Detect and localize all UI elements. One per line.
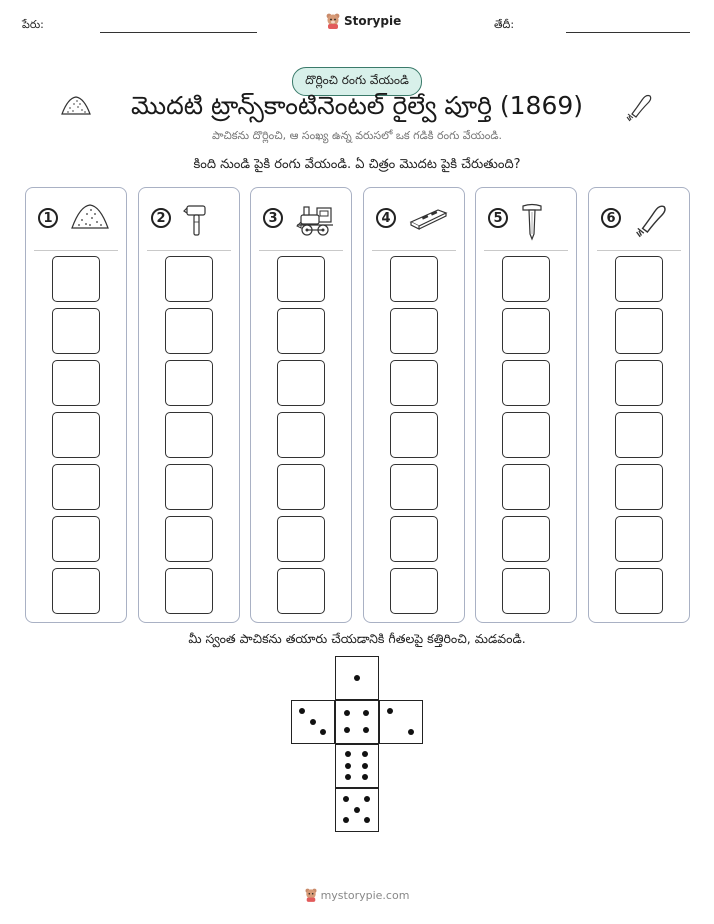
color-cell[interactable] [165, 412, 213, 458]
column-divider [597, 250, 681, 251]
instruction-wrap [0, 157, 714, 175]
die-face-4 [335, 700, 379, 744]
die-pip [362, 763, 368, 769]
date-line[interactable] [566, 32, 690, 33]
die-face-2 [379, 700, 423, 744]
hammer-icon [183, 202, 211, 242]
column-divider [372, 250, 456, 251]
color-cell[interactable] [390, 568, 438, 614]
color-cell[interactable] [615, 308, 663, 354]
page-title: మొదటి ట్రాన్స్‌కాంటినెంటల్ రైల్వే పూర్తి (1869) [130, 91, 584, 120]
die-pip [343, 817, 349, 823]
date-label: తేదీ: [494, 18, 515, 31]
column-4 [363, 187, 465, 623]
column-header [251, 188, 351, 250]
color-cell[interactable] [165, 308, 213, 354]
die-pip [343, 796, 349, 802]
color-cell[interactable] [52, 568, 100, 614]
column-divider [147, 250, 231, 251]
column-number: 6 [601, 208, 621, 228]
die-instruction-wrap [0, 631, 714, 650]
color-cell[interactable] [165, 568, 213, 614]
die-pip [299, 708, 305, 714]
color-cell[interactable] [502, 412, 550, 458]
color-cell[interactable] [277, 412, 325, 458]
die-pip [344, 710, 350, 716]
column-5 [475, 187, 577, 623]
die-pip [345, 763, 351, 769]
color-cell[interactable] [52, 464, 100, 510]
die-pip [408, 729, 414, 735]
color-cell[interactable] [615, 256, 663, 302]
instruction-text: కింది నుండి పైకి రంగు వేయండి. ఏ చిత్రం మొదట పైకి చేరుతుంది? [193, 157, 521, 172]
column-2 [138, 187, 240, 623]
color-cell[interactable] [165, 516, 213, 562]
color-cell[interactable] [615, 568, 663, 614]
name-line[interactable] [100, 32, 257, 33]
die-pip [362, 774, 368, 780]
die-face-1 [335, 656, 379, 700]
column-header [589, 188, 689, 250]
work-glove-icon [624, 92, 654, 122]
color-cell[interactable] [502, 308, 550, 354]
die-instruction: మీ స్వంత పాచికను తయారు చేయడానికి గీతలపై కత్తిరించి, మడవండి. [188, 631, 526, 646]
color-cell[interactable] [165, 464, 213, 510]
die-face-6 [335, 744, 379, 788]
bear-mascot-icon [305, 888, 317, 902]
subtitle-wrap [0, 129, 714, 145]
title-wrap [0, 91, 714, 127]
die-pip [354, 807, 360, 813]
column-header [26, 188, 126, 250]
color-cell[interactable] [615, 412, 663, 458]
work-glove-icon [633, 202, 669, 242]
brand-logo [326, 13, 401, 29]
color-cell[interactable] [502, 360, 550, 406]
page-subtitle: పాచికను దొర్లించి, ఆ సంఖ్య ఉన్న వరుసలో ఒక గడికి రంగు వేయండి. [212, 129, 502, 142]
color-cell[interactable] [277, 360, 325, 406]
color-cell[interactable] [165, 256, 213, 302]
column-number: 1 [38, 208, 58, 228]
bear-mascot-icon [326, 13, 340, 29]
color-cell[interactable] [277, 256, 325, 302]
color-cell[interactable] [502, 516, 550, 562]
color-cell[interactable] [390, 464, 438, 510]
steam-locomotive-icon [295, 202, 335, 242]
die-pip [364, 817, 370, 823]
die-pip [363, 710, 369, 716]
die-pip [363, 727, 369, 733]
color-cell[interactable] [502, 464, 550, 510]
die-face-3 [291, 700, 335, 744]
name-label: పేరు: [22, 18, 44, 31]
die-pip [362, 751, 368, 757]
color-cell[interactable] [277, 568, 325, 614]
die-pip [320, 729, 326, 735]
brand-name: Storypie [344, 14, 402, 28]
column-number: 3 [263, 208, 283, 228]
color-cell[interactable] [52, 308, 100, 354]
die-pip [310, 719, 316, 725]
color-cell[interactable] [277, 516, 325, 562]
color-cell[interactable] [277, 308, 325, 354]
column-header [476, 188, 576, 250]
die-pip [345, 751, 351, 757]
column-number: 5 [488, 208, 508, 228]
gravel-pile-icon [70, 202, 110, 236]
color-cell[interactable] [615, 360, 663, 406]
color-cell[interactable] [52, 360, 100, 406]
color-cell[interactable] [390, 360, 438, 406]
color-cell[interactable] [390, 412, 438, 458]
railroad-spike-icon [520, 202, 544, 246]
column-divider [484, 250, 568, 251]
color-cell[interactable] [277, 464, 325, 510]
die-pip [345, 774, 351, 780]
color-cell[interactable] [52, 256, 100, 302]
column-divider [34, 250, 118, 251]
color-cell[interactable] [615, 516, 663, 562]
activity-badge: దొర్లించి రంగు వేయండి [292, 67, 422, 96]
die-pip [344, 727, 350, 733]
color-cell[interactable] [390, 516, 438, 562]
die-pip [354, 675, 360, 681]
die-pip [387, 708, 393, 714]
color-cell[interactable] [165, 360, 213, 406]
die-pip [364, 796, 370, 802]
color-cell[interactable] [52, 516, 100, 562]
column-number: 2 [151, 208, 171, 228]
color-cell[interactable] [390, 256, 438, 302]
column-header [364, 188, 464, 250]
color-cell[interactable] [615, 464, 663, 510]
color-cell[interactable] [502, 568, 550, 614]
color-cell[interactable] [52, 412, 100, 458]
color-cell[interactable] [390, 308, 438, 354]
column-header [139, 188, 239, 250]
footer [0, 888, 714, 902]
column-divider [259, 250, 343, 251]
footer-url: mystorypie.com [320, 888, 410, 902]
color-cell[interactable] [502, 256, 550, 302]
column-1 [25, 187, 127, 623]
column-3 [250, 187, 352, 623]
column-number: 4 [376, 208, 396, 228]
wooden-tie-icon [408, 202, 448, 236]
die-face-5 [335, 788, 379, 832]
column-6 [588, 187, 690, 623]
